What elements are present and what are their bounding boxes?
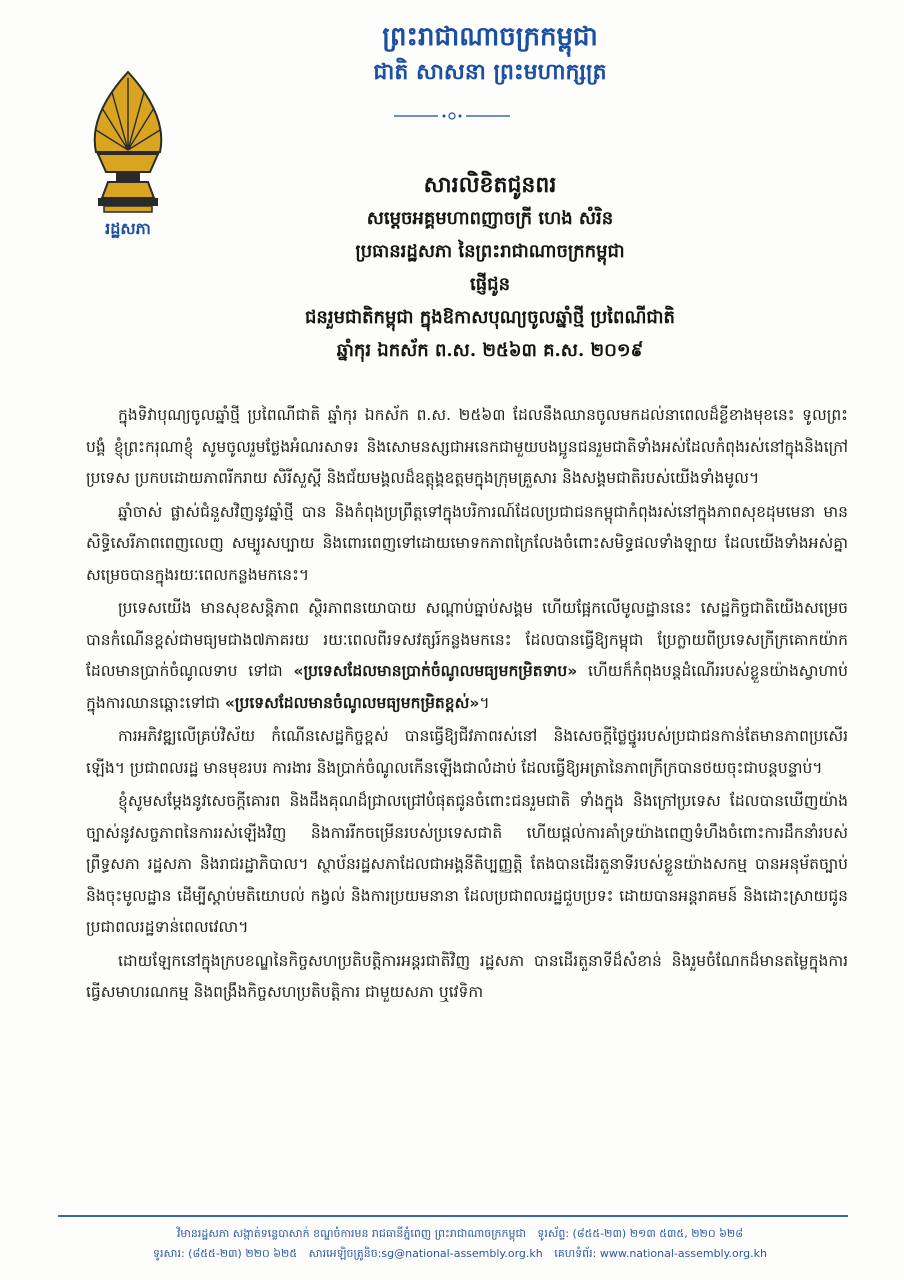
paragraph-1: ក្នុងទិវាបុណ្យចូលឆ្នាំថ្មី ប្រពៃណីជាតិ ឆ្នាំកុរ ឯកស័ក ព.ស. ២៥៦៣ ដែលនឹងឈានចូលមកដល់នាពេលដ៏ខ្លីខាងមុខនេះ ទូលព្រះបង្គំ ខ្ញុំព្រះករុណាខ្ញុំ សូមចូលរួមថ្លែងអំណរសាទរ និងសោមនស្សជាអនេកជាមួយបងប្អូនជនរួមជាតិទាំងអស់ដែលកំពុងរស់នៅក្នុងនិងក្រៅប្រទេស ប្រកបដោយភាពរីករាយ សិរីសួស្តី និងជ័យមង្គលដ៏ឧត្តុង្គឧត្តមក្នុងក្រុមគ្រួសារ និងសង្គមជាតិរបស់យើងទាំងមូល។ (86, 406, 848, 487)
year-line: ឆ្នាំកុរ ឯកស័ក ព.ស. ២៥៦៣ គ.ស. ២០១៩ (336, 340, 644, 361)
letter-body (86, 400, 848, 1009)
paragraph-3-text-c: ។ (479, 693, 490, 712)
footer-row-2 (90, 1244, 830, 1264)
footer (90, 1224, 830, 1264)
kingdom-heading (250, 18, 730, 88)
emblem-label: រដ្ឋសភា (105, 219, 151, 238)
sent-to-label: ផ្ញើជូន (470, 274, 510, 295)
national-assembly-emblem-icon (88, 68, 168, 218)
letter-title-block (230, 168, 750, 367)
footer-address: វិមានរដ្ឋសភា សង្កាត់ទន្លេបាសាក់ ខណ្ឌចំការមន រាជធានីភ្នំពេញ ព្រះរាជាណាចក្រកម្ពុជា (176, 1227, 526, 1240)
footer-phone: ទូរស័ព្ទ: (៨៥៥-២៣) ២១៣ ៥៣៥, ២២០ ៦២៨ (537, 1227, 744, 1240)
national-motto: ជាតិ សាសនា ព្រះមហាក្សត្រ (373, 59, 607, 85)
paragraph-6: ដោយឡែកនៅក្នុងក្របខណ្ឌនៃកិច្ចសហប្រតិបត្តិការអន្តរជាតិវិញ រដ្ឋសភា បានដើរតួនាទីដ៏សំខាន់ និងរួមចំណែកដ៏មានតម្លៃក្នុងការធ្វើសមាហរណកម្ម និងពង្រឹងកិច្ចសហប្រតិបត្តិការ ជាមួយសភា ឬវេទិកា (86, 951, 848, 1001)
letter-title: សារលិខិតជូនពរ (423, 172, 557, 198)
ornament-divider (392, 110, 512, 122)
sender-name: សម្តេចអគ្គមហាពញាចក្រី ហេង សំរិន (366, 208, 614, 229)
paragraph-3-emphasis-1: «ប្រទេសដែលមានប្រាក់ចំណូលមធ្យមកម្រិតទាប» (293, 662, 578, 680)
paragraph-5: ខ្ញុំសូមសម្តែងនូវសេចក្តីគោរព និងដឹងគុណដ៏ជ្រាលជ្រៅបំផុតជូនចំពោះជនរួមជាតិ ទាំងក្នុង និងក្រៅប្រទេស ដែលបានឃើញយ៉ាងច្បាស់នូវសច្ចភាពនៃការរស់ឡើងវិញ និងការរីកចម្រើនរបស់ប្រទេសជាតិ ហើយផ្តល់ការគាំទ្រយ៉ាងពេញទំហឹងចំពោះការដឹកនាំរបស់ព្រឹទ្ធសភា រដ្ឋសភា និងរាជរដ្ឋាភិបាល។ ស្ថាប័នរដ្ឋសភាដែលជាអង្គនីតិប្បញ្ញត្តិ តែងបានដើរតួនាទីរបស់ខ្លួនយ៉ាងសកម្ម បានអនុម័តច្បាប់ និងចុះមូលដ្ឋាន ដើម្បីស្តាប់មតិយោបល់ កង្វល់ និងការប្រយមនានា ដែលប្រជាពលរដ្ឋជួបប្រទះ ដោយបានអន្តរាគមន៍ និងដោះស្រាយជូនប្រជាពលរដ្ឋទាន់ពេលវេលា។ (86, 792, 848, 936)
sender-position: ប្រធានរដ្ឋសភា នៃព្រះរាជាណាចក្រកម្ពុជា (355, 241, 625, 262)
footer-divider (58, 1215, 848, 1217)
paragraph-3-text-a: ប្រទេសយើង មានសុខសន្តិភាព ស្ថិរភាពនយោបាយ សណ្តាប់ធ្នាប់សង្គម ហើយផ្អែកលើមូលដ្ឋាននេះ សេដ្ឋកិច្ចជាតិយើងសម្រេចបានកំណើនខ្ពស់ជាមធ្យមជាង៧ភាគរយ រយៈពេលពីរទសវត្សរ៍កន្លងមកនេះ ដែលបានធ្វើឱ្យកម្ពុជា ប្រែក្លាយពីប្រទេសក្រីក្រគោកយ៉ាក ដែលមានប្រាក់ចំណូលទាប ទៅជា (86, 599, 848, 680)
kingdom-name: ព្រះរាជាណាចក្រកម្ពុជា (382, 22, 598, 52)
paragraph-4: ការអភិវឌ្ឍលើគ្រប់វិស័យ កំណើនសេដ្ឋកិច្ចខ្ពស់ បានធ្វើឱ្យជីវភាពរស់នៅ និងសេចក្តីថ្លៃថ្នូររបស់ប្រជាជនកាន់តែមានភាពប្រសើរឡើង។ ប្រជាពលរដ្ឋ មានមុខរបរ ការងារ និងប្រាក់ចំណូលកើនឡើងជាលំដាប់ ដែលធ្វើឱ្យអត្រានៃភាពក្រីក្របានថយចុះជាបន្តបន្ទាប់។ (86, 727, 848, 777)
paragraph-3-emphasis-2: «ប្រទេសដែលមានចំណូលមធ្យមកម្រិតខ្ពស់» (224, 693, 480, 712)
footer-email[interactable]: សារអេឡិចត្រូនិច:sg@national-assembly.org.kh (308, 1247, 543, 1260)
footer-fax: ទូរសារ: (៨៥៥-២៣) ២២០ ៦២៥ (153, 1247, 298, 1260)
footer-website[interactable]: គេហទំព័រ: www.national-assembly.org.kh (554, 1247, 767, 1260)
recipient-line: ជនរួមជាតិកម្ពុជា ក្នុងឱកាសបុណ្យចូលឆ្នាំថ្មី ប្រពៃណីជាតិ (305, 307, 675, 328)
paragraph-3-text-b: ហើយក៏កំពុងបន្តដំណើររបស់ខ្លួនយ៉ាងស្វាហាប់ក្នុងការឈានឆ្ពោះទៅជា (86, 662, 848, 712)
footer-row-1 (90, 1224, 830, 1244)
paragraph-2: ឆ្នាំចាស់ ផ្លាស់ជំនួសវិញនូវឆ្នាំថ្មី បាន និងកំពុងប្រព្រឹត្តទៅក្នុងបរិការណ៍ដែលប្រជាជនកម្ពុជាកំពុងរស់នៅក្នុងភាពសុខដុមមេនា មានសិទ្ធិសេរីភាពពេញលេញ សម្បូរសប្បាយ និងពោរពេញទៅដោយមោទកភាពក្រៃលែងចំពោះសមិទ្ធផលទាំងឡាយ ដែលយើងទាំងអស់គ្នាសម្រេចបានក្នុងរយៈពេលកន្លងមកនេះ។ (86, 502, 848, 584)
paragraph-3 (86, 593, 848, 719)
